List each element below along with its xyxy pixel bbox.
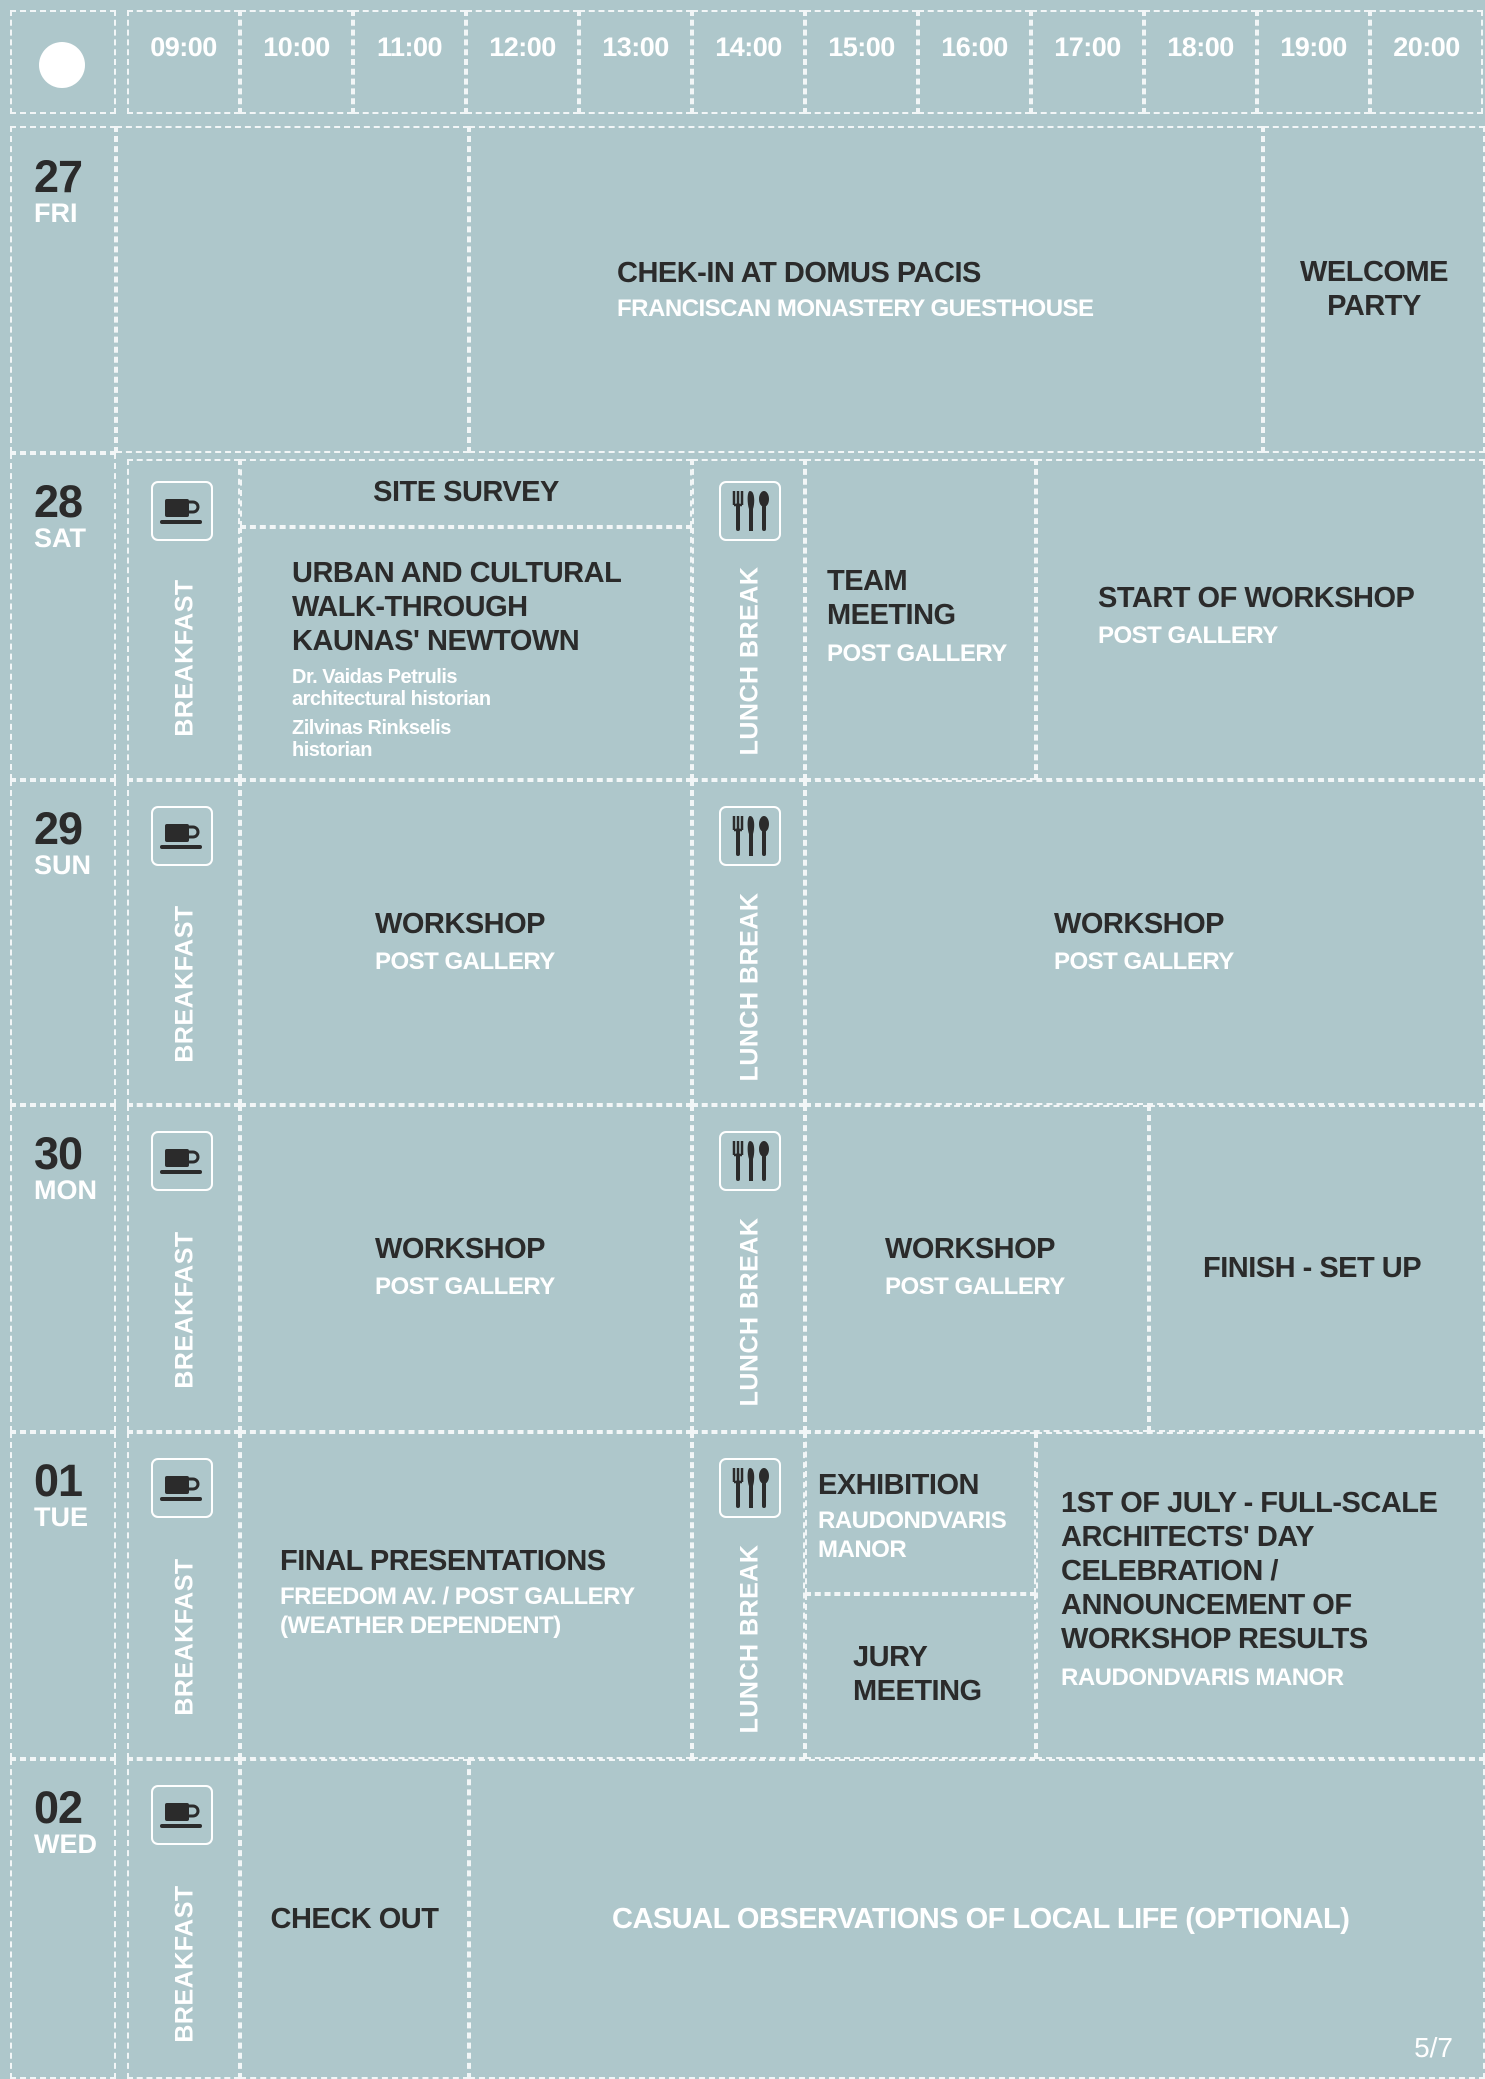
hour-header [1370,10,1483,114]
workshop-location: POST GALLERY [1054,948,1234,975]
fork-knife-icon [719,806,781,871]
breakfast-label: BREAKFAST [170,905,199,1063]
breakfast-column [127,1759,240,2079]
architects-day-line3: CELEBRATION / [1061,1555,1278,1587]
fork-knife-icon [719,1458,781,1523]
walkthrough-title-line3: KAUNAS' NEWTOWN [292,625,580,657]
lunch-column [692,1432,805,1759]
final-presentations-location-line1: FREEDOM AV. / POST GALLERY [280,1583,635,1610]
fork-knife-icon [719,481,781,546]
day-cell-29 [10,780,116,1105]
architects-day-block [1036,1432,1485,1759]
walkthrough-title-line2: WALK-THROUGH [292,591,528,623]
architects-day-line5: WORKSHOP RESULTS [1061,1623,1368,1655]
hour-header [1031,10,1144,114]
coffee-cup-icon [151,1131,213,1196]
circle-marker [39,42,85,88]
corner-cell [10,10,116,114]
fri-checkin-block [469,126,1263,453]
coffee-cup-icon [151,481,213,546]
lunch-break-label: LUNCH BREAK [735,1544,764,1734]
jury-meeting-line2: MEETING [853,1675,982,1707]
hour-header [127,10,240,114]
hour-label: 18:00 [1167,32,1234,62]
start-workshop-title: START OF WORKSHOP [1098,582,1415,614]
workshop-location: POST GALLERY [375,1273,555,1300]
day-name: MON [34,1175,97,1205]
coffee-cup-icon [151,1458,213,1523]
mon-am-workshop-block [240,1105,692,1432]
sun-pm-workshop-block [805,780,1485,1105]
jury-meeting-line1: JURY [853,1641,928,1673]
breakfast-label: BREAKFAST [170,1558,199,1716]
speaker-1-role: architectural historian [292,688,491,710]
exhibition-location-line1: RAUDONDVARIS [818,1507,1007,1534]
coffee-cup-icon [151,806,213,871]
lunch-column [692,459,805,780]
page-number: 5/7 [1414,2032,1453,2063]
finish-setup-title: FINISH - SET UP [1203,1252,1422,1284]
hour-label: 19:00 [1280,32,1347,62]
site-survey-block [240,459,692,527]
day-name: SAT [34,523,86,553]
workshop-title: WORKSHOP [1054,908,1224,940]
hour-label: 20:00 [1393,32,1460,62]
day-cell-01 [10,1432,116,1759]
hour-label: 12:00 [489,32,556,62]
hour-header [240,10,353,114]
day-name: WED [34,1829,97,1859]
hour-label: 15:00 [828,32,895,62]
team-meeting-line2: MEETING [827,599,956,631]
speaker-1-name: Dr. Vaidas Petrulis [292,666,458,688]
architects-day-line4: ANNOUNCEMENT OF [1061,1589,1352,1621]
workshop-location: POST GALLERY [885,1273,1065,1300]
hour-label: 16:00 [941,32,1008,62]
lunch-break-label: LUNCH BREAK [735,566,764,756]
final-presentations-block [240,1432,692,1759]
coffee-cup-icon [151,1785,213,1850]
speaker-2-role: historian [292,739,372,761]
casual-observations-block [469,1759,1485,2079]
hour-label: 11:00 [376,32,443,62]
casual-observations-title: CASUAL OBSERVATIONS OF LOCAL LIFE (OPTIONAL) [612,1903,1350,1935]
day-cell-27 [10,126,116,453]
day-cell-02 [10,1759,116,2079]
final-presentations-location-line2: (WEATHER DEPENDENT) [280,1612,561,1639]
lunch-break-label: LUNCH BREAK [735,1217,764,1407]
lunch-break-label: LUNCH BREAK [735,892,764,1082]
checkout-block [240,1759,469,2079]
fri-empty-block [116,126,469,453]
hour-label: 14:00 [715,32,782,62]
hour-header [1257,10,1370,114]
breakfast-label: BREAKFAST [170,1885,199,2043]
day-cell-30 [10,1105,116,1432]
day-number: 01 [34,1455,83,1506]
day-number: 27 [34,151,83,202]
checkin-location: FRANCISCAN MONASTERY GUESTHOUSE [617,295,1094,322]
team-meeting-block [805,459,1036,780]
workshop-title: WORKSHOP [375,1233,545,1265]
checkout-title: CHECK OUT [270,1903,439,1935]
fork-knife-icon [719,1131,781,1196]
hour-header [692,10,805,114]
day-number: 29 [34,803,83,854]
day-name: FRI [34,198,78,228]
breakfast-column [127,1105,240,1432]
workshop-location: POST GALLERY [375,948,555,975]
checkin-title: CHEK-IN AT DOMUS PACIS [617,257,981,289]
exhibition-title: EXHIBITION [818,1469,979,1501]
day-number: 28 [34,476,83,527]
hour-header [466,10,579,114]
finish-setup-block [1149,1105,1485,1432]
hour-label: 13:00 [602,32,669,62]
walkthrough-block [240,527,692,780]
team-meeting-line1: TEAM [827,565,908,597]
fri-party-block [1263,126,1485,453]
day-number: 30 [34,1128,83,1179]
welcome-party-line1: WELCOME [1300,256,1448,288]
speaker-2-name: Zilvinas Rinkselis [292,717,451,739]
final-presentations-title: FINAL PRESENTATIONS [280,1545,606,1577]
hour-label: 09:00 [150,32,217,62]
breakfast-column [127,780,240,1105]
architects-day-line2: ARCHITECTS' DAY [1061,1521,1314,1553]
start-workshop-location: POST GALLERY [1098,622,1278,649]
workshop-title: WORKSHOP [885,1233,1055,1265]
hour-header [1144,10,1257,114]
hour-header [579,10,692,114]
exhibition-block [805,1432,1036,1594]
workshop-title: WORKSHOP [375,908,545,940]
team-meeting-location: POST GALLERY [827,640,1007,667]
walkthrough-title-line1: URBAN AND CULTURAL [292,557,622,589]
architects-day-line1: 1ST OF JULY - FULL-SCALE [1061,1487,1438,1519]
day-number: 02 [34,1782,83,1833]
day-cell-28 [10,453,116,780]
architects-day-location: RAUDONDVARIS MANOR [1061,1664,1344,1691]
day-name: SUN [34,850,92,880]
lunch-column [692,780,805,1105]
hour-label: 17:00 [1054,32,1121,62]
welcome-party-line2: PARTY [1327,290,1421,322]
breakfast-label: BREAKFAST [170,579,199,737]
sun-am-workshop-block [240,780,692,1105]
hour-header [353,10,466,114]
hour-header [918,10,1031,114]
day-name: TUE [34,1502,88,1532]
breakfast-column [127,459,240,780]
exhibition-location-line2: MANOR [818,1536,907,1563]
hour-label: 10:00 [263,32,330,62]
breakfast-label: BREAKFAST [170,1231,199,1389]
start-workshop-block [1036,459,1485,780]
hour-header [805,10,918,114]
jury-meeting-block [805,1594,1036,1759]
mon-pm-workshop-block [805,1105,1149,1432]
breakfast-column [127,1432,240,1759]
site-survey-title: SITE SURVEY [373,476,559,508]
lunch-column [692,1105,805,1432]
